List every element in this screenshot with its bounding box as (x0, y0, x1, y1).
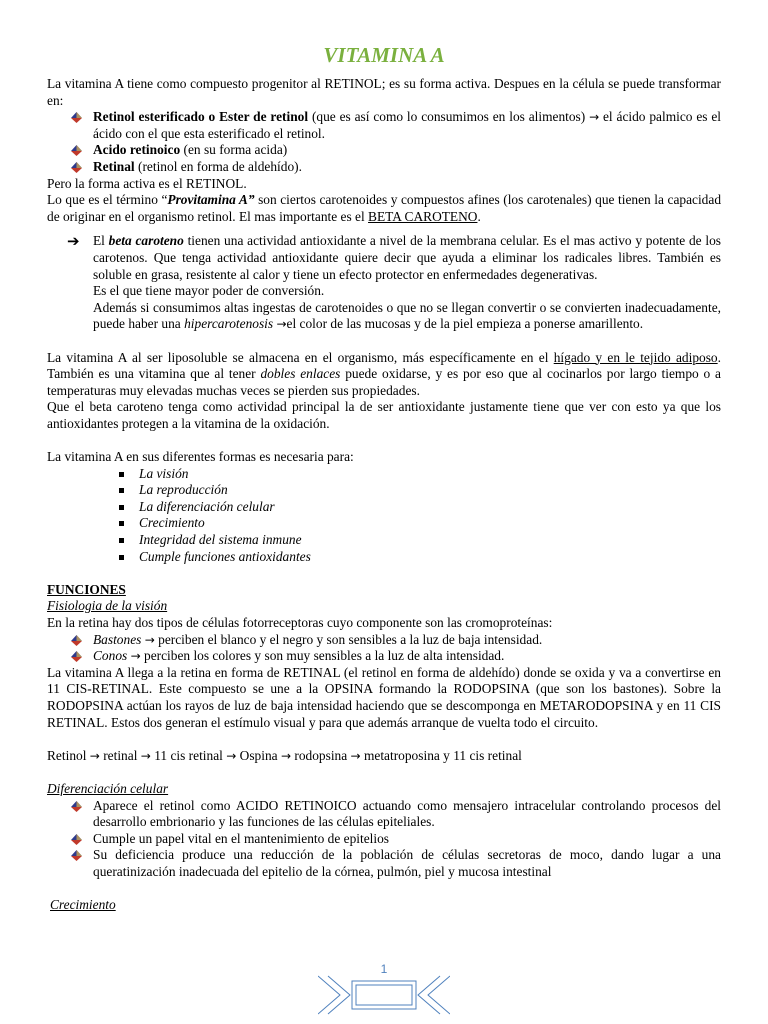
triangle-bullet-icon (71, 112, 82, 123)
triangle-bullet-icon (71, 145, 82, 156)
square-bullet-icon (119, 521, 124, 526)
arrow-icon: → (130, 649, 141, 664)
forms-list (47, 109, 721, 175)
triangle-bullet-icon (71, 801, 82, 812)
triangle-bullet-icon (71, 850, 82, 861)
arrow-icon: → (144, 632, 155, 647)
subheading-vision: Fisiologia de la visión (47, 598, 168, 614)
vision-paragraph: La vitamina A llega a la retina en forma de RETINAL (el retinol en forma de aldehído) donde se oxida y va a convertirse en 11 CIS-RETINAL. Este compuesto se une a la OPSINA formando la RODOPSINA (que son los bastones). Sobre la RODOPSINA actúan los rayos de luz de baja intensidad haciendo que se descomponga en METARODOPSINA y en 11 CIS RETINAL. Estos dos generan el estímulo visual y para que además arranque de vuelta todo el circuito. (47, 664, 721, 730)
list-item: Bastones → perciben el blanco y el negro y son sensibles a la luz de baja intensidad. (47, 632, 721, 649)
list-item: ➔ El beta caroteno tienen una actividad antioxidante a nivel de la membrana celular. Es el mas activo y potente de los carotenos. Que tenga actividad antioxidante quiere decir que ayuda a eliminar los radicales libres. También es soluble en grasa, resistente al calor y tiene un efecto protector en enfermedades degenerativas. Es el que tiene mayor poder de conversión. Además si consumimos altas ingestas de carotenoides o que no se llegan convertir o se convierten inadecuadamente, puede haber una hipercarotenosis →el color de las mucosas y de la piel empieza a ponerse amarillento. (67, 232, 721, 332)
vision-intro: En la retina hay dos tipos de células fotorreceptoras cuyo componente son las cromoproteínas: (47, 615, 553, 630)
list-item: Cumple un papel vital en el mantenimiento de epitelios (47, 831, 721, 848)
list-item: Crecimiento (47, 515, 721, 532)
list-item: Conos → perciben los colores y son muy sensibles a la luz de alta intensidad. (47, 648, 721, 665)
photoreceptor-list (47, 632, 721, 665)
beta-carotene-block (47, 233, 721, 333)
square-bullet-icon (119, 505, 124, 510)
arrow-icon: → (589, 110, 600, 125)
subheading-crecimiento: Crecimiento (50, 897, 116, 913)
triangle-bullet-icon (71, 834, 82, 845)
page-footer-ornament-icon (318, 972, 450, 1018)
triangle-bullet-icon (71, 635, 82, 646)
list-item: Retinol esterificado o Ester de retinol (que es así como lo consumimos en los alimentos) → el ácido palmico es el ácido con el que esta esterificado el retinol. (47, 109, 721, 142)
triangle-bullet-icon (71, 651, 82, 662)
beta-oxidation-paragraph: Que el beta caroteno tenga como actividad principal la de ser antioxidante justamente tiene que ver con esto ya que los antioxidantes protegen a la vitamina de la oxidación. (47, 399, 721, 431)
list-item: Aparece el retinol como ACIDO RETINOICO actuando como mensajero intracelular controlando procesos del desarrollo embrionario y las funciones de las células epiteliales. (47, 798, 721, 831)
list-item: La reproducción (47, 482, 721, 499)
vision-chain: Retinol → retinal → 11 cis retinal → Ospina → rodopsina → metatroposina y 11 cis retinal (47, 747, 522, 763)
differentiation-list (47, 798, 721, 881)
provitamin-paragraph: Lo que es el término “Provitamina A” son ciertos carotenoides y compuestos afines (los carotenales) que tienen la capacidad de originar en el organismo retinol. El mas importante es el BETA CAROTENO. (47, 192, 722, 224)
intro-paragraph: La vitamina A tiene como compuesto progenitor al RETINOL; es su forma activa. Despues en la célula se puede transformar en: (47, 76, 721, 108)
needs-intro: La vitamina A en sus diferentes formas es necesaria para: (47, 449, 354, 465)
list-item: Su deficiencia produce una reducción de la población de células secretoras de moco, dando lugar a una queratinización inadecuada del epitelio de la córnea, pulmón, piel y mucosa intestinal (47, 847, 721, 880)
square-bullet-icon (119, 488, 124, 493)
square-bullet-icon (119, 472, 124, 477)
list-item: Acido retinoico (en su forma acida) (47, 142, 721, 159)
list-item: La diferenciación celular (47, 499, 721, 516)
list-item: La visión (47, 466, 721, 483)
list-item: Integridad del sistema inmune (47, 532, 721, 549)
needs-list (47, 466, 721, 566)
arrow-icon: → (280, 748, 292, 763)
list-item: Cumple funciones antioxidantes (47, 549, 721, 566)
square-bullet-icon (119, 555, 124, 560)
page-number: 1 (380, 962, 388, 976)
document-page (47, 42, 721, 914)
arrow-icon: → (350, 748, 361, 763)
active-form-line: Pero la forma activa es el RETINOL. (47, 175, 247, 191)
liposoluble-paragraph: La vitamina A al ser liposoluble se almacena en el organismo, más específicamente en el hígado y en le tejido adiposo. También es una vitamina que al tener dobles enlaces puede oxidarse, y es por eso que al cocinarlos por largo tiempo o a temperaturas muy elevadas muchas veces se pierden sus propiedades. (47, 349, 722, 398)
arrow-icon: → (226, 748, 237, 763)
arrow-icon: → (89, 748, 100, 763)
subheading-diferenciacion: Diferenciación celular (47, 780, 169, 796)
arrow-bullet-icon: ➔ (67, 232, 80, 251)
document-title: VITAMINA A (323, 43, 445, 67)
section-heading-funciones: FUNCIONES (47, 581, 126, 597)
triangle-bullet-icon (71, 162, 82, 173)
list-item: Retinal (retinol en forma de aldehído). (47, 159, 721, 176)
arrow-icon: → (276, 317, 287, 332)
square-bullet-icon (119, 538, 124, 543)
arrow-icon: → (140, 748, 151, 763)
